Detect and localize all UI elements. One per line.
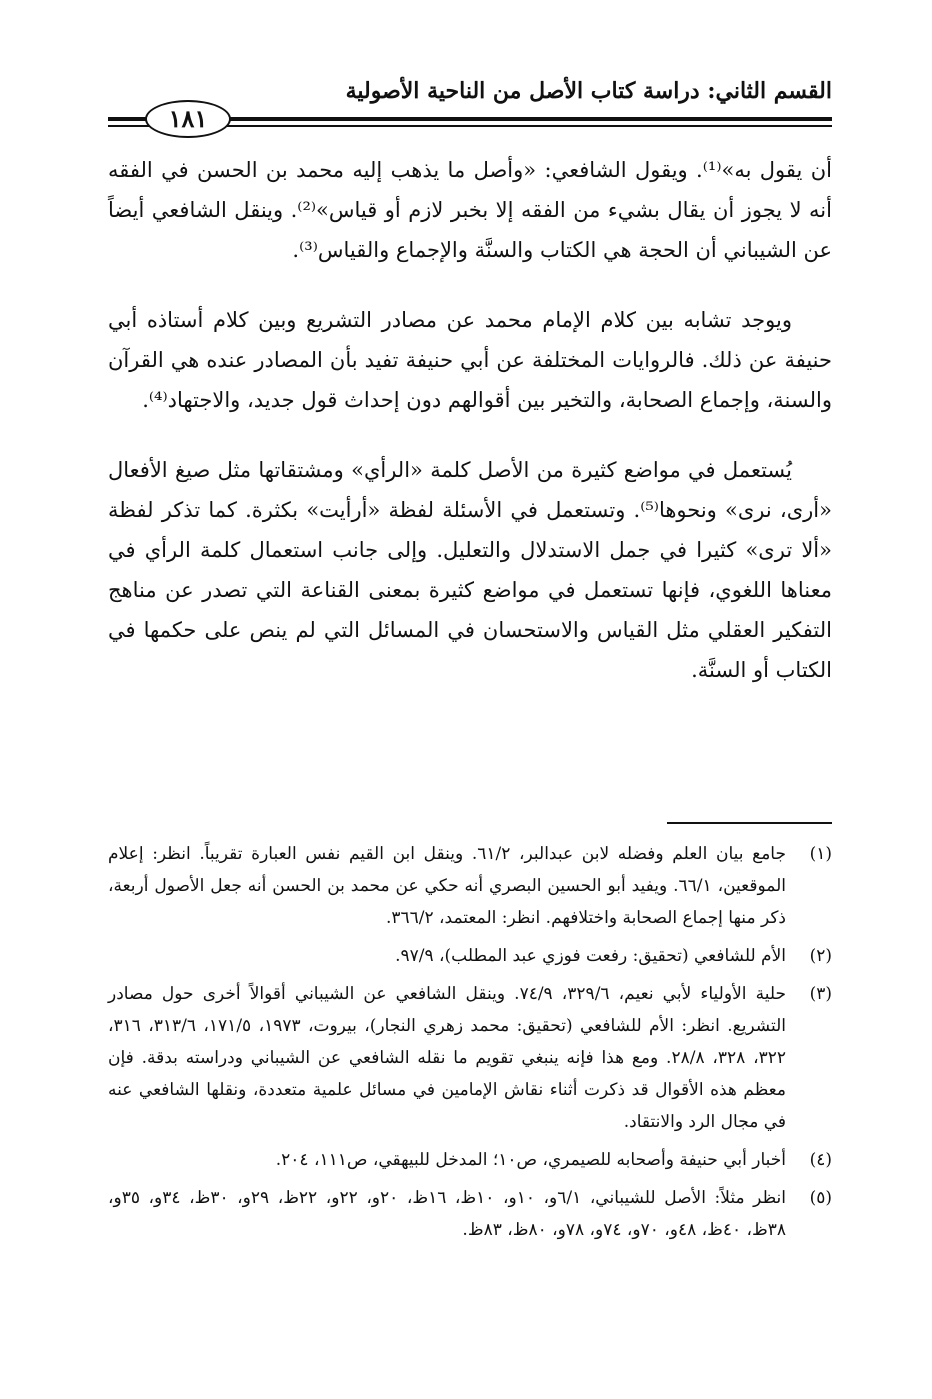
paragraph: ويوجد تشابه بين كلام الإمام محمد عن مصادر التشريع وبين كلام أستاذه أبي حنيفة عن ذلك. فالروايات المختلفة عن أبي حنيفة تفيد بأن المصادر عنده هي القرآن والسنة، وإجماع الصحابة، والتخير بين أقوالهم دون إحداث قول جديد، والاجتهاد⁽⁴⁾.: [108, 308, 832, 412]
footnote-text: الأم للشافعي (تحقيق: رفعت فوزي عبد المطلب)، ٩٧/٩.: [395, 946, 786, 966]
paragraph: أن يقول به»⁽¹⁾. ويقول الشافعي: «وأصل ما يذهب إليه محمد بن الحسن في الفقه أنه لا يجوز أن يقال بشيء من الفقه إلا بخبر لازم أو قياس»⁽²⁾. وينقل الشافعي أيضاً عن الشيباني أن الحجة هي الكتاب والسنَّة والإجماع والقياس⁽³⁾.: [108, 158, 832, 262]
footnote: [108, 978, 832, 1138]
footnote-text: جامع بيان العلم وفضله لابن عبدالبر، ٦١/٢. وينقل ابن القيم نفس العبارة تقريباً. انظر: إعلام الموقعين، ٦٦/١. ويفيد أبو الحسين البصري أنه حكي عن محمد بن الحسن أنه جعل الأصول أربعة، ذكر منها إجماع الصحابة واختلافهم. انظر: المعتمد، ٣٦٦/٢.: [108, 844, 786, 928]
footnote: [108, 1144, 832, 1176]
footnote: [108, 940, 832, 972]
footnotes: [108, 838, 832, 1252]
footnote-text: أخبار أبي حنيفة وأصحابه للصيمري، ص١٠؛ المدخل للبيهقي، ص١١١، ٢٠٤.: [275, 1150, 786, 1170]
footnote-text: انظر مثلاً: الأصل للشيباني، ٦/١و، ١٠و، ١٠ظ، ١٦ظ، ٢٠و، ٢٢و، ٢٢ظ، ٢٩و، ٣٠ظ، ٣٤و، ٣٥و، ٣٨ظ، ٤٠ظ، ٤٨و، ٧٠و، ٧٤و، ٧٨و، ٨٠ظ، ٨٣ظ.: [108, 1188, 786, 1240]
main-text: [108, 150, 832, 690]
footnote-number: (٤): [809, 1150, 832, 1170]
footnote-number: (٥): [809, 1188, 832, 1208]
footnote-separator: [667, 822, 832, 824]
footnote-number: (١): [809, 844, 832, 864]
paragraph: يُستعمل في مواضع كثيرة من الأصل كلمة «الرأي» ومشتقاتها مثل صيغ الأفعال «أرى، نرى» ونحوها⁽⁵⁾. وتستعمل في الأسئلة لفظة «أرأيت» بكثرة. كما تذكر لفظة «ألا ترى» كثيرا في جمل الاستدلال والتعليل. وإلى جانب استعمال كلمة الرأي في معناها اللغوي، فإنها تستعمل في مواضع كثيرة بمعنى القناعة التي تصدر عن مناهج التفكير العقلي مثل القياس والاستحسان في المسائل التي لم ينص على حكمها في الكتاب أو السنَّة.: [108, 458, 832, 682]
footnote-number: (٣): [809, 984, 832, 1004]
footnote: [108, 838, 832, 934]
footnote: [108, 1182, 832, 1246]
running-header-title: القسم الثاني: دراسة كتاب الأصل من الناحية الأصولية: [345, 78, 832, 104]
page-number-badge: ١٨١: [145, 100, 231, 138]
footnote-number: (٢): [809, 946, 832, 966]
footnote-text: حلية الأولياء لأبي نعيم، ٣٢٩/٦، ٧٤/٩. وينقل الشافعي عن الشيباني أقوالاً أخرى حول مصادر التشريع. انظر: الأم للشافعي (تحقيق: محمد زهري النجار)، بيروت، ١٩٧٣، ١٧١/٥، ٣١٣/٦، ٣١٦، ٣٢٢، ٣٢٨، ٢٨/٨. ومع هذا فإنه ينبغي تقويم ما نقله الشافعي عن الشيباني ودراسته بدقة. فإن معظم هذه الأقوال قد ذكرت أثناء نقاش الإمامين في مسائل علمية متعددة، ونقلها الشافعي عنه في مجال الرد والانتقاد.: [108, 984, 787, 1132]
